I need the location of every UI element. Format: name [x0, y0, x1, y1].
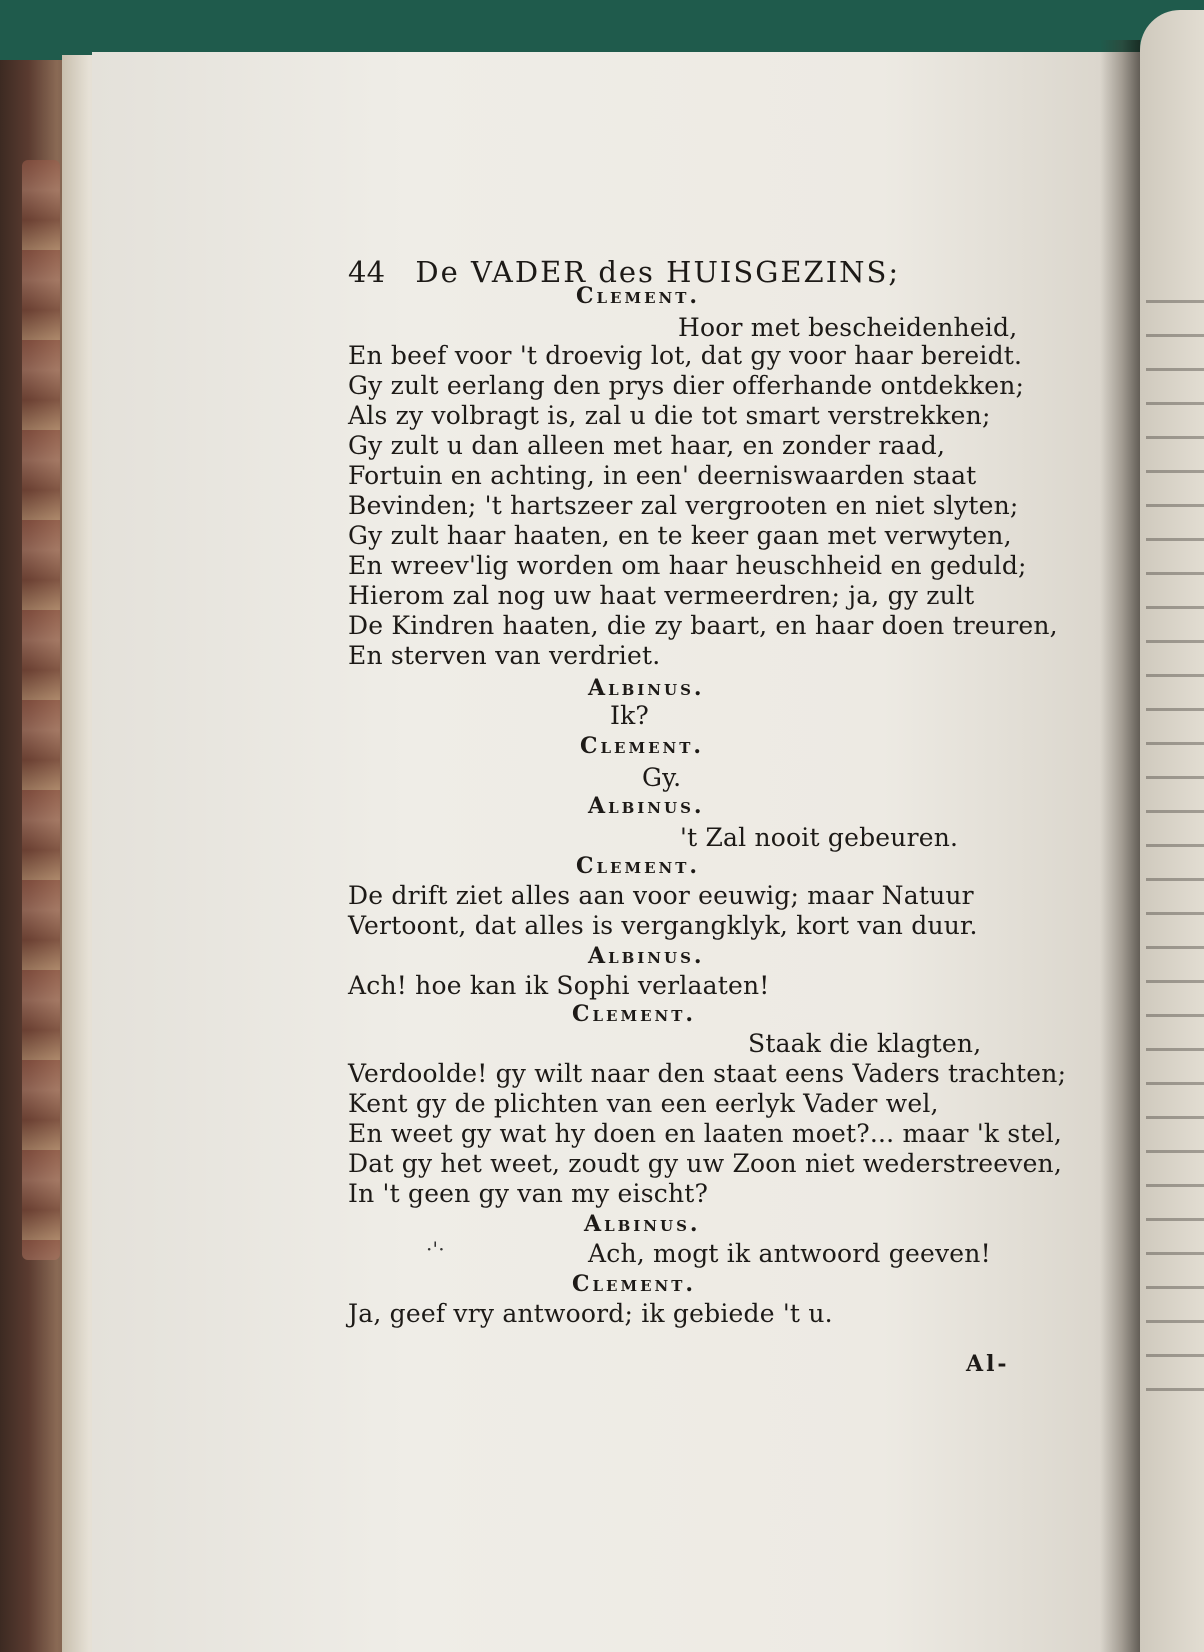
spine-decoration: [22, 160, 60, 1260]
verse-line: Fortuin en achting, in een' deerniswaarden staat: [348, 461, 977, 490]
right-page-text-fragment: [1146, 300, 1204, 1400]
speaker-label: Albinus.: [588, 943, 705, 969]
verse-line: Ach, mogt ik antwoord geeven!: [588, 1239, 991, 1268]
verse-line: Staak die klagten,: [748, 1029, 982, 1058]
speaker-label: Albinus.: [584, 1211, 701, 1237]
verse-line: In 't geen gy van my eischt?: [348, 1179, 709, 1208]
verse-line: Gy zult eerlang den prys dier offerhande ontdekken;: [348, 371, 1025, 400]
speaker-label: Albinus.: [588, 793, 705, 819]
page-number: 44: [348, 255, 386, 289]
verse-line: En weet gy wat hy doen en laaten moet?... maar 'k stel,: [348, 1119, 1063, 1148]
verse-line: Verdoolde! gy wilt naar den staat eens Vaders trachten;: [348, 1059, 1067, 1088]
verse-line: En beef voor 't droevig lot, dat gy voor haar bereidt.: [348, 341, 1023, 370]
verse-line: Ik?: [610, 701, 650, 730]
verse-line: 't Zal nooit gebeuren.: [680, 823, 959, 852]
verse-line: En wreev'lig worden om haar heuschheid en geduld;: [348, 551, 1027, 580]
running-title: De VADER des HUISGEZINS;: [415, 255, 901, 289]
catchword: Al-: [966, 1351, 1010, 1377]
verse-line: De Kindren haaten, die zy baart, en haar doen treuren,: [348, 611, 1058, 640]
verse-line: Vertoont, dat alles is vergangklyk, kort van duur.: [348, 911, 978, 940]
verse-line: De drift ziet alles aan voor eeuwig; maar Natuur: [348, 881, 974, 910]
verse-line: Als zy volbragt is, zal u die tot smart verstrekken;: [348, 401, 991, 430]
book-gutter-shadow: [1100, 40, 1140, 1652]
verse-line: Hierom zal nog uw haat vermeerdren; ja, gy zult: [348, 581, 975, 610]
verse-line: Gy zult haar haaten, en te keer gaan met verwyten,: [348, 521, 1012, 550]
verse-line: Kent gy de plichten van een eerlyk Vader wel,: [348, 1089, 939, 1118]
printer-mark: ·'·: [426, 1237, 445, 1261]
verse-line: Gy.: [642, 763, 682, 792]
speaker-label: Albinus.: [588, 675, 705, 701]
verse-line: Bevinden; 't hartszeer zal vergrooten en niet slyten;: [348, 491, 1019, 520]
verse-line: Ach! hoe kan ik Sophi verlaaten!: [348, 971, 770, 1000]
verse-line: Gy zult u dan alleen met haar, en zonder raad,: [348, 431, 946, 460]
verse-line: En sterven van verdriet.: [348, 641, 661, 670]
speaker-label: Clement.: [580, 733, 705, 759]
verse-line: Ja, geef vry antwoord; ik gebiede 't u.: [348, 1299, 833, 1328]
speaker-label: Clement.: [572, 1271, 697, 1297]
speaker-label: Clement.: [576, 283, 701, 309]
verse-line: Dat gy het weet, zoudt gy uw Zoon niet wederstreeven,: [348, 1149, 1063, 1178]
speaker-label: Clement.: [572, 1001, 697, 1027]
speaker-label: Clement.: [576, 853, 701, 879]
verse-line: Hoor met bescheidenheid,: [678, 313, 1018, 342]
